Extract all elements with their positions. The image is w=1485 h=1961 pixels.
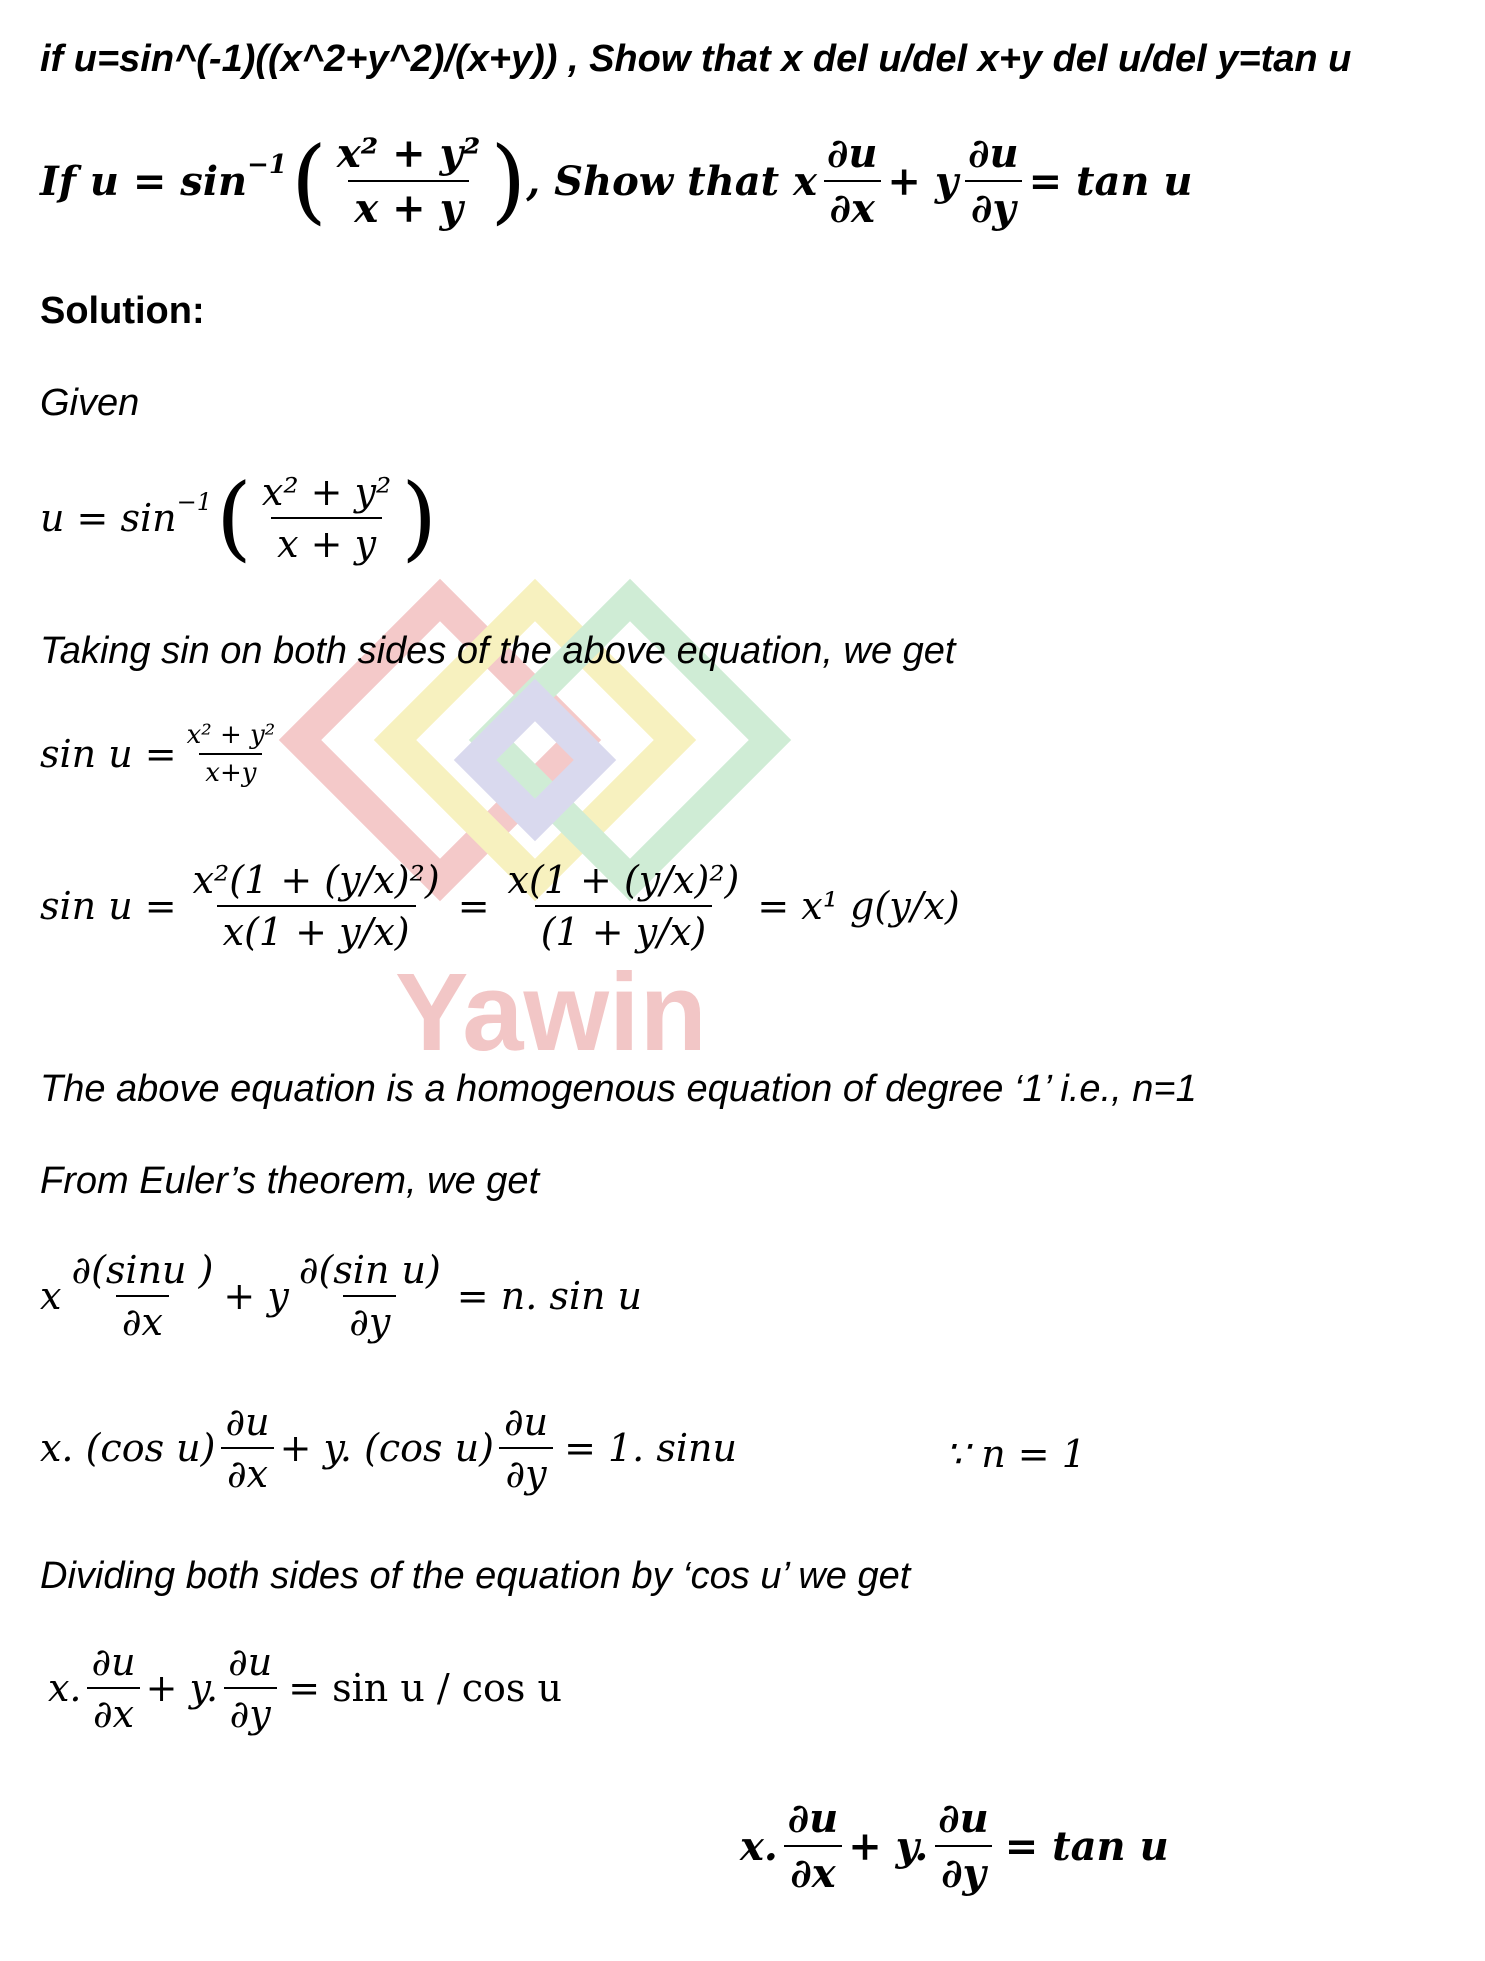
divided-equation — [48, 1640, 562, 1736]
partial-denominator: ∂y — [965, 180, 1022, 232]
fraction-numerator: x² + y² — [261, 470, 392, 514]
fraction-numerator: ∂u — [91, 1640, 136, 1684]
taking-sin-text: Taking sin on both sides of the above equation, we get — [40, 630, 956, 672]
partial-numerator: ∂u — [968, 130, 1019, 177]
fraction-denominator: x(1 + y/x) — [217, 905, 416, 954]
equals-tan-u: = tan u — [1028, 157, 1193, 205]
partial-denominator: ∂x — [824, 180, 881, 232]
fraction-numerator: x² + y² — [336, 130, 481, 177]
dividing-text: Dividing both sides of the equation by ‘cos u’ we get — [40, 1555, 911, 1597]
partial-u-x — [86, 1640, 142, 1736]
inverse-superscript: −1 — [247, 150, 287, 180]
partial-u-x — [782, 1795, 844, 1897]
inverse-superscript: −1 — [176, 488, 212, 516]
partial-u-y — [222, 1640, 278, 1736]
fraction-numerator: ∂u — [225, 1400, 270, 1444]
right-paren: ) — [490, 127, 527, 234]
small-fraction — [181, 720, 282, 788]
fraction-numerator: ∂u — [503, 1400, 549, 1444]
fraction-denominator: ∂x — [221, 1447, 274, 1496]
fraction-denominator: ∂y — [343, 1295, 396, 1344]
partial-sinu-x — [65, 1248, 219, 1344]
right-paren: ) — [401, 464, 438, 571]
euler-text: From Euler’s theorem, we get — [40, 1160, 540, 1202]
fraction-numerator: ∂u — [787, 1795, 839, 1842]
fraction-denominator: x+y — [199, 753, 262, 788]
partial-numerator: ∂u — [826, 130, 878, 177]
plus-y-cos-u: + y. (cos u) — [279, 1426, 494, 1470]
plus-y: + y — [887, 157, 959, 205]
plus-y-dot: + y. — [145, 1666, 219, 1710]
var-x: x — [40, 1274, 62, 1318]
show-that-text: , Show that — [526, 157, 780, 205]
sin-u-equals: sin u = — [40, 884, 177, 928]
euler-equation — [40, 1248, 642, 1344]
partial-u-x — [219, 1400, 275, 1496]
fraction-numerator: ∂u — [228, 1640, 273, 1684]
homogeneous-fraction-1 — [187, 858, 446, 954]
solution-heading: Solution: — [40, 290, 205, 332]
x-dot: x. — [740, 1822, 778, 1870]
partial-u-y — [498, 1400, 554, 1496]
homogeneous-form-equation — [40, 858, 960, 954]
fraction-denominator: ∂y — [499, 1447, 552, 1496]
u-equals-sin: u = sin — [40, 496, 177, 540]
x-dot: x. — [48, 1666, 82, 1710]
equals-sin-over-cos: = sin u / cos u — [288, 1666, 562, 1710]
chain-rule-equation — [40, 1400, 737, 1496]
left-paren: ( — [290, 127, 327, 234]
fraction-numerator: x(1 + (y/x)²) — [507, 858, 740, 902]
plus-y-dot: + y. — [848, 1822, 929, 1870]
fraction-denominator: x + y — [348, 180, 468, 232]
equals-one-sin-u: = 1. sinu — [564, 1426, 737, 1470]
x-cos-u: x. (cos u) — [40, 1426, 216, 1470]
fraction-denominator: ∂x — [784, 1845, 841, 1897]
fraction-numerator: ∂u — [938, 1795, 989, 1842]
fraction-denominator: ∂x — [116, 1295, 169, 1344]
fraction-denominator: x + y — [271, 517, 382, 566]
given-text: Given — [40, 382, 140, 424]
sin-u-equals: sin u = — [40, 732, 177, 776]
equals-tan-u: = tan u — [1004, 1822, 1169, 1870]
statement-if-u: If u = sin — [40, 157, 248, 205]
fraction-numerator: ∂(sinu ) — [71, 1248, 214, 1292]
equals-x-g: = x¹ g(y/x) — [757, 884, 960, 928]
partial-u-y — [962, 130, 1024, 232]
page-title: if u=sin^(-1)((x^2+y^2)/(x+y)) , Show that x del u/del x+y del u/del y=tan u — [40, 38, 1352, 80]
var-x: x — [793, 157, 817, 205]
given-fraction — [256, 470, 397, 566]
problem-statement — [40, 127, 1193, 234]
partial-u-x — [821, 130, 883, 232]
left-paren: ( — [216, 464, 252, 571]
fraction-numerator: x² + y² — [186, 720, 276, 750]
because-n-equals-1: ∵ n = 1 — [945, 1432, 1086, 1476]
fraction-denominator: ∂x — [87, 1687, 140, 1736]
partial-sinu-y — [293, 1248, 447, 1344]
partial-u-y — [932, 1795, 994, 1897]
fraction-denominator: (1 + y/x) — [535, 905, 713, 954]
statement-fraction — [331, 130, 487, 232]
final-result — [740, 1795, 1169, 1897]
fraction-numerator: ∂(sin u) — [298, 1248, 441, 1292]
plus-y: + y — [223, 1274, 289, 1318]
given-equation — [40, 464, 438, 571]
fraction-denominator: ∂y — [224, 1687, 277, 1736]
equals-sign: = — [457, 884, 490, 928]
fraction-numerator: x²(1 + (y/x)²) — [192, 858, 440, 902]
homogeneous-text: The above equation is a homogenous equation of degree ‘1’ i.e., n=1 — [40, 1068, 1197, 1110]
fraction-denominator: ∂y — [935, 1845, 992, 1897]
watermark-text: Yawin — [395, 951, 707, 1074]
homogeneous-fraction-2 — [502, 858, 746, 954]
equals-n-sin-u: = n. sin u — [456, 1274, 643, 1318]
sin-u-equation — [40, 720, 285, 788]
